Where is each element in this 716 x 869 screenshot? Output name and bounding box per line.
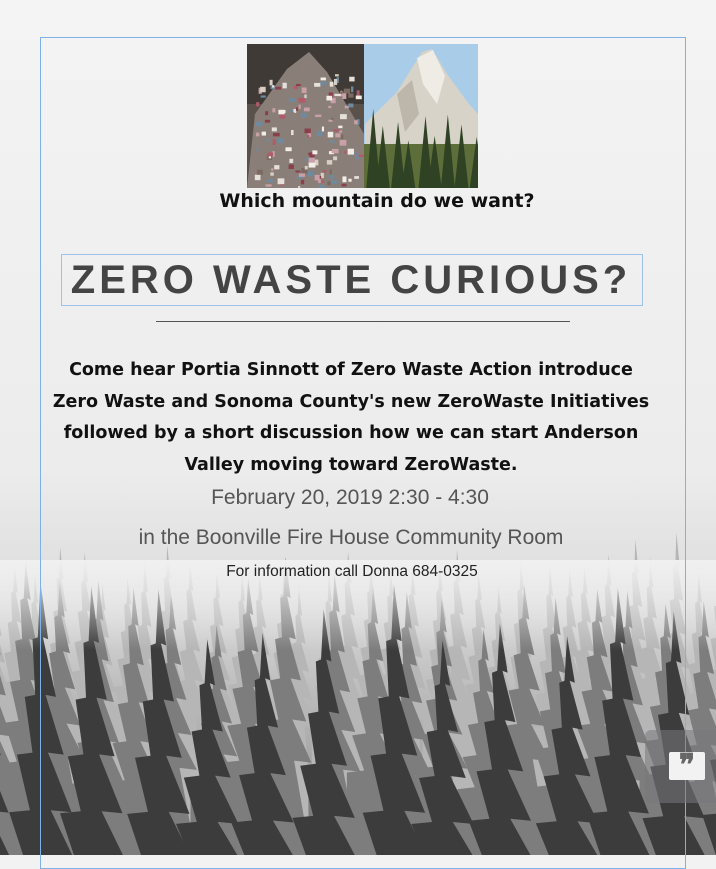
quote-glyph: ❞ — [678, 748, 696, 783]
page-title: ZERO WASTE CURIOUS? — [70, 258, 632, 302]
granite-peak-photo — [364, 44, 478, 188]
quote-button[interactable] — [645, 730, 716, 803]
event-location: in the Boonville Fire House Community Room — [138, 526, 564, 549]
event-date-time: February 20, 2019 2:30 - 4:30 — [211, 486, 489, 509]
quote-icon — [669, 748, 705, 783]
divider — [156, 321, 570, 322]
photo-caption: Which mountain do we want? — [219, 190, 535, 212]
contact-info: For information call Donna 684-0325 — [226, 563, 478, 580]
event-description: Come hear Portia Sinnott of Zero Waste Action introduce Zero Waste and Sonoma County's new ZeroWaste Initiatives followed by a short discussion how we can start Anderson Valley moving toward ZeroWaste. — [52, 360, 650, 475]
garbage-pile-photo — [247, 44, 365, 188]
mountain-comparison-photos — [247, 44, 478, 188]
